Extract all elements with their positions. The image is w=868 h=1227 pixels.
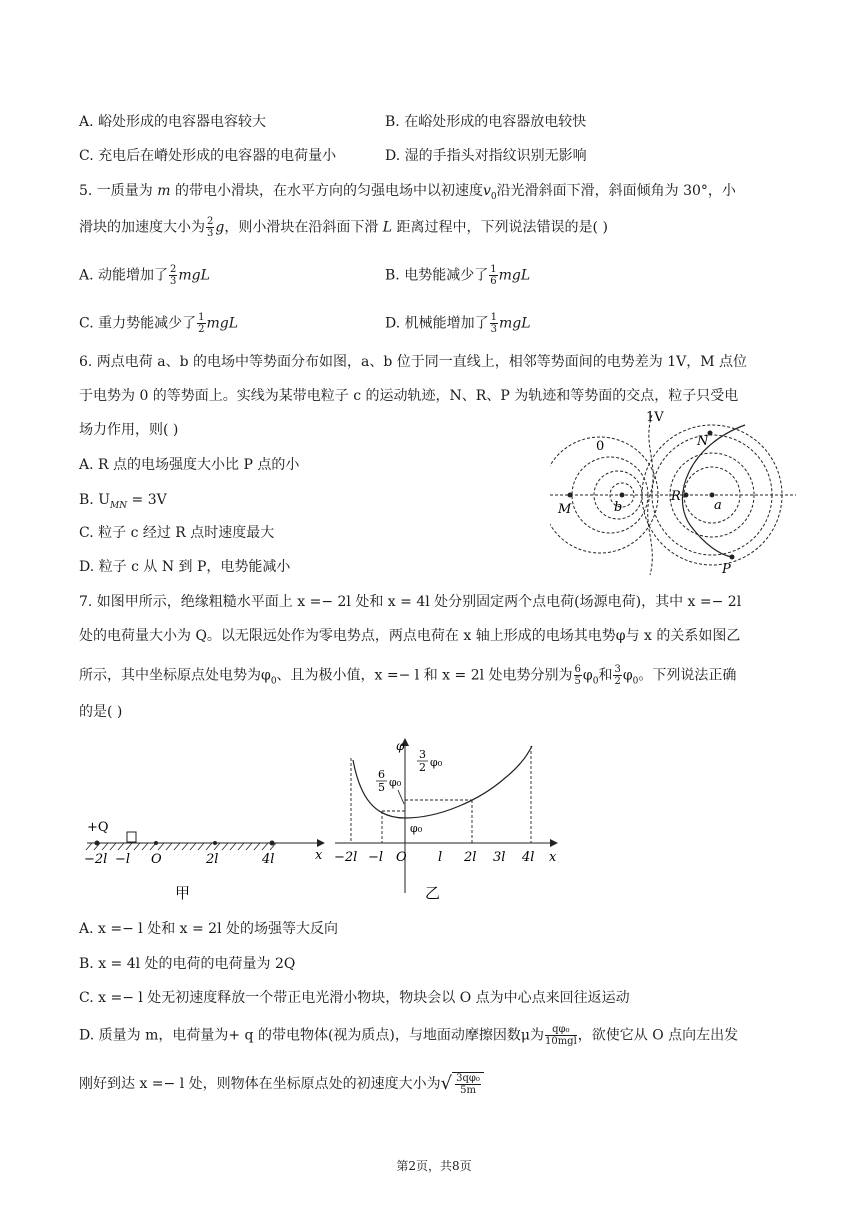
jia-tick-1: −2l bbox=[84, 852, 108, 867]
q7-figure-yi bbox=[330, 738, 565, 903]
jia-tick-3: O bbox=[151, 852, 162, 867]
q4-option-c: C. 充电后在嵴处形成的电容器的电荷量小 bbox=[79, 148, 337, 164]
jia-tick-5: 4l bbox=[262, 852, 275, 867]
label-0: 0 bbox=[596, 439, 605, 454]
q7-stem-line3: 所示，其中坐标原点处电势为$\varphi_0$、且为极小值，x =− l 和 x = 2l 处电势分别为 $\frac{6}{5}$ $\varphi_0$和 $\frac{3}{2}$ $\varphi_0$。下列说法正确 bbox=[79, 664, 737, 687]
label-b: b bbox=[614, 500, 623, 515]
label-r: R bbox=[671, 489, 681, 504]
jia-tick-4: 2l bbox=[206, 852, 219, 867]
q5-stem-line1: 5. 一质量为 m 的带电小滑块，在水平方向的匀强电场中以初速度$v_0$沿光滑斜面下滑，斜面倾角为 30°，小 bbox=[79, 183, 736, 202]
q4-option-a: A. 峪处形成的电容器电容较大 bbox=[79, 114, 267, 130]
jia-tick-2: −l bbox=[115, 852, 131, 867]
yi-frac2-den: 2 bbox=[419, 761, 426, 774]
yi-tick-7: 4l bbox=[522, 850, 535, 865]
q7-option-d-line1: D. 质量为 m，电荷量为+ q 的带电物体(视为质点)，与地面动摩擦因数μ为 $\frac{\text{qφ₀}}{\text{10mgl}}$ ，欲使它从 O 点向左出发 bbox=[79, 1024, 739, 1047]
q7-stem-line4: 的是( ) bbox=[79, 704, 123, 720]
yi-tick-5: 2l bbox=[464, 850, 477, 865]
q4-option-b: B. 在峪处形成的电容器放电较快 bbox=[385, 114, 587, 130]
q7-stem-line1: 7. 如图甲所示，绝缘粗糙水平面上 x =− 2l 处和 x = 4l 处分别固定两个点电荷(场源电荷)，其中 x =− 2l bbox=[79, 594, 742, 610]
yi-tick-6: 3l bbox=[493, 850, 506, 865]
label-a: a bbox=[714, 498, 722, 513]
q6-option-d: D. 粒子 c 从 N 到 P，电势能减小 bbox=[79, 559, 291, 575]
yi-frac2-num: 3 bbox=[419, 748, 426, 761]
q6-stem-line1: 6. 两点电荷 a、b 的电场中等势面分布如图，a、b 位于同一直线上，相邻等势面间的电势差为 1V，M 点位 bbox=[79, 354, 748, 370]
yi-frac1-phi: φ₀ bbox=[389, 776, 402, 789]
label-p: P bbox=[722, 562, 731, 577]
q4-option-d: D. 湿的手指头对指纹识别无影响 bbox=[385, 148, 587, 164]
label-m: M bbox=[558, 502, 572, 517]
q6-option-c: C. 粒子 c 经过 R 点时速度最大 bbox=[79, 525, 275, 541]
q5-option-b: B. 电势能减少了 $\frac{1}{6}$ mgL bbox=[385, 264, 531, 287]
yi-tick-1: −2l bbox=[334, 850, 358, 865]
q6-stem-line2: 于电势为 0 的等势面上。实线为某带电粒子 c 的运动轨迹，N、R、P 为轨迹和等势面的交点，粒子只受电 bbox=[79, 388, 739, 404]
q6-equipotential-figure bbox=[550, 405, 800, 580]
yi-phi0-label: φ₀ bbox=[410, 822, 423, 835]
q7-stem-line2: 处的电荷量大小为 Q。以无限远处作为零电势点，两点电荷在 x 轴上形成的电场其电势φ与 x 的关系如图乙 bbox=[79, 628, 741, 644]
q7-option-c: C. x =− l 处无初速度释放一个带正电光滑小物块，物块会以 O 点为中心点来回往返运动 bbox=[79, 990, 630, 1006]
trajectory-curve bbox=[682, 425, 745, 557]
yi-frac2-phi: φ₀ bbox=[430, 756, 443, 769]
page-footer: 第2页，共8页 bbox=[396, 1159, 472, 1173]
q5-option-a: A. 动能增加了 $\frac{2}{3}$ mgL bbox=[79, 264, 210, 287]
q7-figure-jia bbox=[82, 815, 332, 905]
yi-frac1-num: 6 bbox=[378, 768, 385, 781]
q5-option-c: C. 重力势能减少了 $\frac{1}{2}$ mgL bbox=[79, 312, 239, 335]
jia-caption: 甲 bbox=[175, 884, 191, 902]
q6-stem-line3: 场力作用，则( ) bbox=[79, 422, 179, 438]
yi-x-label: x bbox=[549, 850, 557, 865]
yi-tick-4: l bbox=[438, 850, 443, 865]
yi-frac1-den: 5 bbox=[378, 781, 385, 794]
jia-x-label: x bbox=[315, 848, 323, 863]
yi-tick-3: O bbox=[396, 850, 407, 865]
yi-tick-2: −l bbox=[368, 850, 384, 865]
yi-caption: 乙 bbox=[425, 884, 441, 902]
q7-option-a: A. x =− l 处和 x = 2l 处的场强等大反向 bbox=[79, 921, 339, 937]
q6-option-b: B. $U_{MN} = 3V$ bbox=[79, 492, 167, 511]
q7-option-b: B. x = 4l 处的电荷的电荷量为 2Q bbox=[79, 956, 296, 972]
label-n: N bbox=[697, 434, 709, 449]
q5-option-d: D. 机械能增加了 $\frac{1}{3}$ mgL bbox=[385, 312, 531, 335]
q7-option-d-line2: 刚好到达 x =− l 处，则物体在坐标原点处的初速度大小为√ $\frac{\text{3qφ₀}}{5m}$ bbox=[79, 1072, 484, 1096]
yi-phi-axis: φ bbox=[396, 739, 405, 753]
label-1v: 1V bbox=[646, 410, 664, 425]
q6-option-a: A. R 点的电场强度大小比 P 点的小 bbox=[79, 457, 300, 473]
jia-charge-label: +Q bbox=[87, 820, 109, 835]
q5-stem-line2: 滑块的加速度大小为 $\frac{2}{3}$ g，则小滑块在沿斜面下滑 L 距离过程中，下列说法错误的是( ) bbox=[79, 216, 608, 239]
